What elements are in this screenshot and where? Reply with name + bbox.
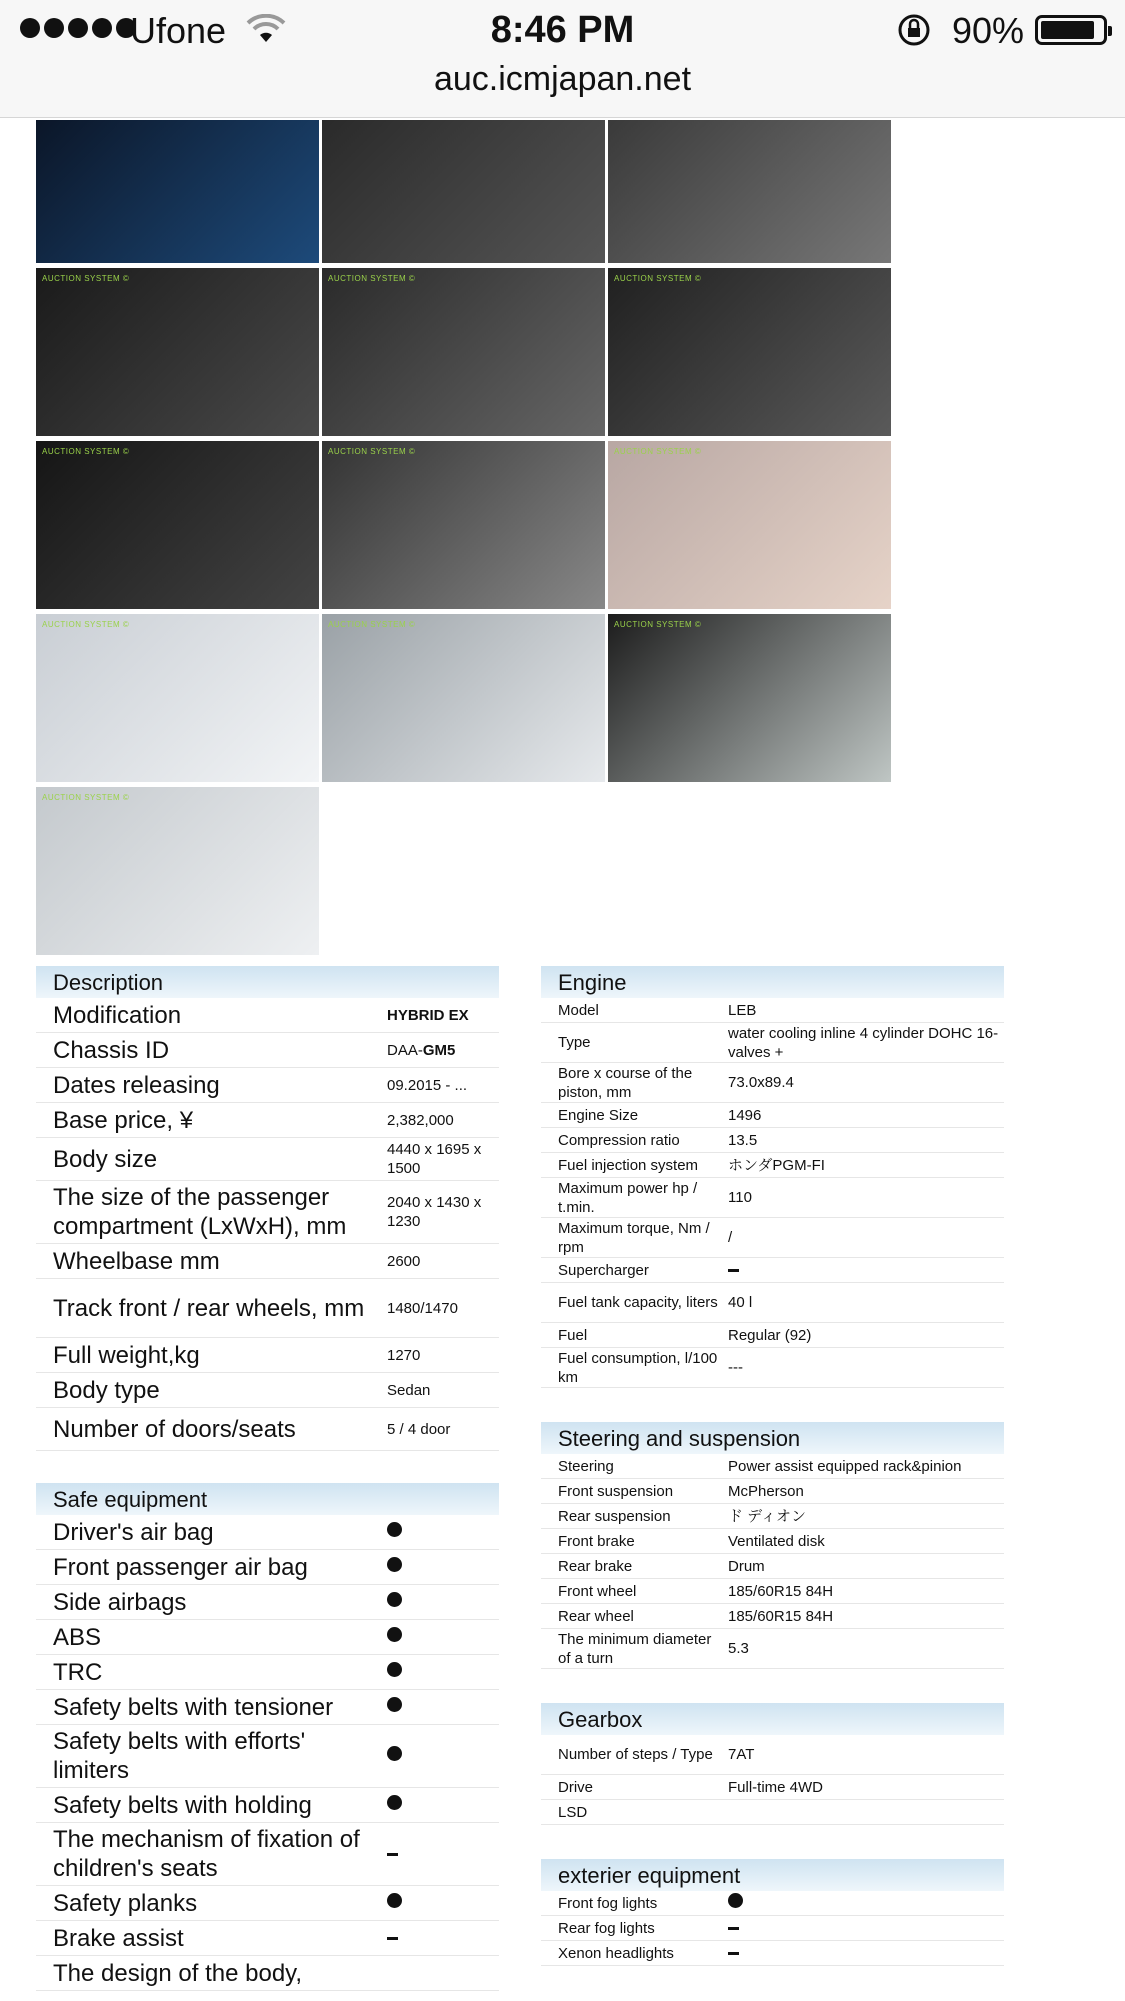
left-spec-column xyxy=(36,966,499,1991)
not-equipped-dash-icon xyxy=(728,1952,739,1955)
watermark-text: AUCTION SYSTEM © xyxy=(42,620,130,629)
row-value xyxy=(728,1919,1004,1938)
steering-table xyxy=(541,1454,1004,1669)
table-row xyxy=(36,1788,499,1823)
row-value xyxy=(387,1845,499,1864)
table-row xyxy=(541,1604,1004,1629)
clock: 8:46 PM xyxy=(490,9,635,51)
equipped-dot-icon xyxy=(387,1893,402,1908)
table-row xyxy=(541,1529,1004,1554)
row-value: 185/60R15 84H xyxy=(728,1582,834,1600)
table-row xyxy=(36,1823,499,1886)
row-label: Maximum torque, Nm / rpm xyxy=(558,1219,710,1256)
row-value: HYBRID EX xyxy=(387,1006,469,1024)
table-row xyxy=(541,1579,1004,1604)
row-label: Front suspension xyxy=(558,1482,674,1500)
row-label: The mechanism of fixation of children's seats xyxy=(53,1826,360,1882)
table-row xyxy=(36,1103,499,1138)
table-row xyxy=(541,1629,1004,1669)
row-label: Brake assist xyxy=(53,1924,184,1952)
table-row xyxy=(541,1178,1004,1218)
row-value xyxy=(387,1522,499,1542)
row-value: LEB xyxy=(728,1001,757,1019)
row-label: ABS xyxy=(53,1623,102,1651)
row-label: Fuel xyxy=(558,1326,588,1344)
row-label: Safety belts with efforts' limiters xyxy=(53,1728,306,1784)
table-row xyxy=(541,1103,1004,1128)
row-value: Regular (92) xyxy=(728,1326,812,1344)
row-value xyxy=(387,1929,499,1948)
watermark-text: AUCTION SYSTEM © xyxy=(614,274,702,283)
table-row xyxy=(541,1218,1004,1258)
row-label: Safety belts with tensioner xyxy=(53,1693,334,1721)
row-value: 185/60R15 84H xyxy=(728,1607,834,1625)
table-row xyxy=(36,1279,499,1338)
table-row xyxy=(36,1138,499,1181)
row-value: 2040 x 1430 x 1230 xyxy=(387,1194,482,1230)
gallery-photo-dashboard-vents[interactable] xyxy=(322,120,605,263)
row-value xyxy=(387,1627,499,1647)
row-value: 2,382,000 xyxy=(387,1111,454,1129)
table-row xyxy=(541,1283,1004,1323)
gallery-photo-headlight[interactable] xyxy=(36,614,319,782)
table-row xyxy=(36,1033,499,1068)
row-value: 13.5 xyxy=(728,1131,758,1149)
exterior-header: exterier equipment xyxy=(541,1859,1004,1891)
not-equipped-dash-icon xyxy=(728,1927,739,1930)
row-label: The minimum diameter of a turn xyxy=(558,1630,712,1667)
table-row xyxy=(541,1891,1004,1916)
gearbox-header: Gearbox xyxy=(541,1703,1004,1735)
row-value: water cooling inline 4 cylinder DOHC 16-valves + xyxy=(728,1024,999,1061)
table-row xyxy=(541,1775,1004,1800)
carrier-name: Ufone xyxy=(130,10,227,51)
table-row xyxy=(541,1258,1004,1283)
row-value: --- xyxy=(728,1359,743,1376)
safe-equipment-table xyxy=(36,1515,499,1991)
row-label: Body type xyxy=(53,1376,160,1404)
watermark-text: AUCTION SYSTEM © xyxy=(42,274,130,283)
row-label: Full weight,kg xyxy=(53,1341,200,1369)
row-value: Power assist equipped rack&pinion xyxy=(728,1457,962,1475)
gallery-photo-side-vent[interactable] xyxy=(608,120,891,263)
row-value: 09.2015 - ... xyxy=(387,1076,468,1094)
row-value: 110 xyxy=(728,1189,752,1206)
row-label: Rear fog lights xyxy=(558,1919,655,1937)
row-label: Front wheel xyxy=(558,1582,637,1600)
row-value: Full-time 4WD xyxy=(728,1778,824,1796)
row-label: Xenon headlights xyxy=(558,1944,674,1962)
row-value: McPherson xyxy=(728,1482,804,1500)
equipped-dot-icon xyxy=(387,1627,402,1642)
row-label: Rear wheel xyxy=(558,1607,634,1625)
row-value: 4440 x 1695 x 1500 xyxy=(387,1141,482,1177)
gearbox-table xyxy=(541,1735,1004,1825)
row-label: Bore x course of the piston, mm xyxy=(558,1064,693,1101)
table-row xyxy=(541,1800,1004,1825)
row-label: Drive xyxy=(558,1778,594,1796)
table-row xyxy=(541,998,1004,1023)
table-row xyxy=(36,1515,499,1550)
row-value: 40 l xyxy=(728,1294,753,1311)
not-equipped-dash-icon xyxy=(387,1937,398,1940)
row-label: Modification xyxy=(53,1001,182,1029)
battery-icon xyxy=(1035,15,1107,45)
equipped-dot-icon xyxy=(387,1697,402,1712)
gallery-photo-instrument-cluster[interactable] xyxy=(36,120,319,263)
engine-table xyxy=(541,998,1004,1388)
table-row xyxy=(541,1323,1004,1348)
table-row xyxy=(541,1454,1004,1479)
gallery-photo-door-handle[interactable] xyxy=(36,268,319,436)
table-row xyxy=(541,1504,1004,1529)
table-row xyxy=(36,1585,499,1620)
table-row xyxy=(36,1181,499,1244)
row-value xyxy=(387,1592,499,1612)
row-value xyxy=(387,1662,499,1682)
equipped-dot-icon xyxy=(387,1662,402,1677)
row-label: TRC xyxy=(53,1658,103,1686)
table-row xyxy=(36,1725,499,1788)
right-spec-column xyxy=(541,966,1004,1966)
row-value: 1270 xyxy=(387,1346,421,1364)
description-header: Description xyxy=(36,966,499,998)
row-label: LSD xyxy=(558,1803,588,1821)
table-row xyxy=(36,1373,499,1408)
row-label: Number of doors/seats xyxy=(53,1415,296,1443)
steering-header: Steering and suspension xyxy=(541,1422,1004,1454)
row-label: Fuel consumption, l/100 km xyxy=(558,1349,718,1386)
row-value: 7AT xyxy=(728,1746,755,1763)
equipped-dot-icon xyxy=(728,1893,743,1908)
table-row xyxy=(36,1068,499,1103)
table-row xyxy=(541,1153,1004,1178)
gallery-photo-airbags[interactable] xyxy=(608,441,891,609)
table-row xyxy=(541,1735,1004,1775)
watermark-text: AUCTION SYSTEM © xyxy=(328,447,416,456)
not-equipped-dash-icon xyxy=(728,1269,739,1272)
exterior-table xyxy=(541,1891,1004,1966)
gallery-photo-tail-light[interactable] xyxy=(36,787,319,955)
rotation-lock-icon xyxy=(896,12,932,48)
watermark-text: AUCTION SYSTEM © xyxy=(614,620,702,629)
safe-equipment-header: Safe equipment xyxy=(36,1483,499,1515)
table-row xyxy=(36,998,499,1033)
row-label: Safety planks xyxy=(53,1889,198,1917)
row-value xyxy=(728,1893,1004,1913)
row-label: Number of steps / Type xyxy=(558,1746,713,1763)
equipped-dot-icon xyxy=(387,1522,402,1537)
table-row xyxy=(36,1886,499,1921)
row-label: Front fog lights xyxy=(558,1894,658,1912)
row-label: Rear brake xyxy=(558,1557,633,1575)
gallery-photo-rear-vents[interactable] xyxy=(608,268,891,436)
row-label: Track front / rear wheels, mm xyxy=(53,1294,365,1322)
browser-top-bar xyxy=(0,0,1125,118)
watermark-text: AUCTION SYSTEM © xyxy=(328,620,416,629)
table-row xyxy=(36,1338,499,1373)
row-label: Steering xyxy=(558,1457,614,1475)
row-value: / xyxy=(728,1229,733,1246)
row-label: Front passenger air bag xyxy=(53,1553,308,1581)
value-code: GM5 xyxy=(422,1041,456,1059)
table-row xyxy=(541,1916,1004,1941)
row-value xyxy=(387,1795,499,1815)
table-row xyxy=(541,1554,1004,1579)
row-value: Ventilated disk xyxy=(728,1532,825,1550)
row-value xyxy=(387,1697,499,1717)
table-row xyxy=(36,1244,499,1279)
gallery-photo-side-mirror[interactable] xyxy=(322,614,605,782)
watermark-text: AUCTION SYSTEM © xyxy=(614,447,702,456)
table-row xyxy=(541,1023,1004,1063)
watermark-text: AUCTION SYSTEM © xyxy=(42,447,130,456)
row-label: Maximum power hp / t.min. xyxy=(558,1179,698,1216)
row-value xyxy=(728,1944,1004,1963)
table-row xyxy=(541,1479,1004,1504)
row-value: ホンダPGM-FI xyxy=(728,1156,825,1174)
not-equipped-dash-icon xyxy=(387,1853,398,1856)
row-value xyxy=(728,1261,1004,1280)
table-row xyxy=(36,1921,499,1956)
row-value: Drum xyxy=(728,1557,765,1575)
row-label: Wheelbase mm xyxy=(53,1247,220,1275)
table-row xyxy=(36,1655,499,1690)
table-row xyxy=(541,1128,1004,1153)
row-label: Side airbags xyxy=(53,1588,187,1616)
row-value xyxy=(387,1041,499,1060)
row-label: The size of the passenger compartment (LxWxH), mm xyxy=(53,1184,347,1240)
row-value: ド ディオン xyxy=(728,1507,806,1525)
table-row xyxy=(36,1550,499,1585)
row-value: Sedan xyxy=(387,1381,431,1399)
row-label: Engine Size xyxy=(558,1106,639,1124)
row-value: 1496 xyxy=(728,1106,762,1124)
row-label: Supercharger xyxy=(558,1261,649,1279)
table-row xyxy=(36,1956,499,1991)
row-label: Rear suspension xyxy=(558,1507,671,1525)
row-label: Driver's air bag xyxy=(53,1518,214,1546)
row-label: Body size xyxy=(53,1145,158,1173)
gallery-photo-rear-seats[interactable] xyxy=(36,441,319,609)
battery-percentage: 90% xyxy=(952,10,1025,51)
row-value: 1480/1470 xyxy=(387,1299,458,1317)
row-value: 73.0x89.4 xyxy=(728,1074,794,1091)
row-value: 2600 xyxy=(387,1252,421,1270)
watermark-text: AUCTION SYSTEM © xyxy=(328,274,416,283)
table-row xyxy=(541,1348,1004,1388)
row-label: Safety belts with holding xyxy=(53,1791,312,1819)
table-row xyxy=(541,1063,1004,1103)
row-label: Fuel injection system xyxy=(558,1156,699,1174)
row-value xyxy=(387,1557,499,1577)
engine-header: Engine xyxy=(541,966,1004,998)
row-label: Dates releasing xyxy=(53,1071,220,1099)
row-label: Front brake xyxy=(558,1532,635,1550)
row-value xyxy=(387,1746,499,1766)
value-prefix: DAA- xyxy=(387,1041,423,1059)
row-label: Type xyxy=(558,1034,591,1051)
table-row xyxy=(36,1620,499,1655)
row-label: Compression ratio xyxy=(558,1131,680,1149)
gallery-photo-window-rain[interactable] xyxy=(608,614,891,782)
equipped-dot-icon xyxy=(387,1592,402,1607)
row-label: Model xyxy=(558,1001,599,1019)
table-row xyxy=(541,1941,1004,1966)
gallery-photo-trunk-space[interactable] xyxy=(322,441,605,609)
row-value: 5.3 xyxy=(728,1640,749,1657)
row-label: Base price, ¥ xyxy=(53,1106,194,1134)
row-label: The design of the body, xyxy=(53,1959,303,1987)
url-bar[interactable]: auc.icmjapan.net xyxy=(433,60,692,98)
table-row xyxy=(36,1690,499,1725)
equipped-dot-icon xyxy=(387,1557,402,1572)
description-table xyxy=(36,998,499,1451)
watermark-text: AUCTION SYSTEM © xyxy=(42,793,130,802)
equipped-dot-icon xyxy=(387,1746,402,1761)
row-value: 5 / 4 door xyxy=(387,1420,451,1438)
row-label: Chassis ID xyxy=(53,1036,170,1064)
row-label: Fuel tank capacity, liters xyxy=(558,1294,718,1311)
gallery-photo-usb-port[interactable] xyxy=(322,268,605,436)
table-row xyxy=(36,1408,499,1451)
equipped-dot-icon xyxy=(387,1795,402,1810)
row-value xyxy=(387,1893,499,1913)
status-bar xyxy=(0,0,1125,60)
